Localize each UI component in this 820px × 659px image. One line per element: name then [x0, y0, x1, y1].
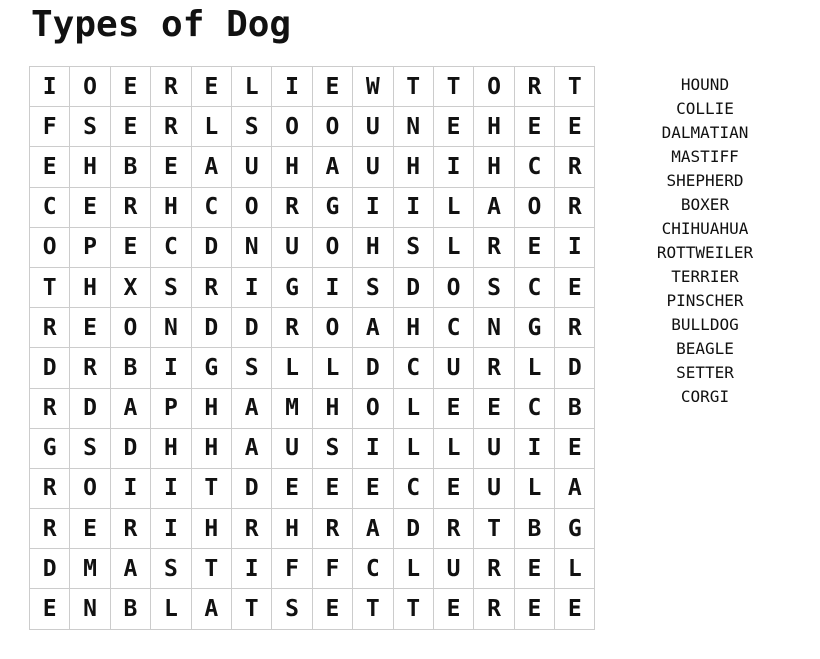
grid-cell[interactable]: D [30, 348, 70, 388]
grid-cell[interactable]: H [151, 428, 191, 468]
grid-cell[interactable]: E [70, 187, 110, 227]
grid-cell[interactable]: L [514, 348, 554, 388]
grid-cell[interactable]: G [30, 428, 70, 468]
grid-cell[interactable]: E [433, 107, 473, 147]
grid-cell[interactable]: O [312, 227, 352, 267]
word-list-item: BOXER [680, 195, 730, 214]
grid-cell[interactable]: R [151, 107, 191, 147]
grid-cell[interactable]: O [70, 468, 110, 508]
grid-cell[interactable]: H [474, 147, 514, 187]
grid-cell[interactable]: D [393, 267, 433, 307]
grid-cell[interactable]: U [433, 348, 473, 388]
grid-cell[interactable]: E [110, 67, 150, 107]
grid-cell[interactable]: F [312, 549, 352, 589]
grid-cell[interactable]: A [191, 589, 231, 629]
grid-row [30, 549, 595, 589]
grid-cell[interactable]: H [312, 388, 352, 428]
grid-cell[interactable]: C [393, 348, 433, 388]
grid-cell[interactable]: R [555, 308, 595, 348]
grid-cell[interactable]: E [514, 549, 554, 589]
grid-cell[interactable]: H [70, 147, 110, 187]
word-list-item: COLLIE [676, 99, 734, 118]
grid-cell[interactable]: E [312, 589, 352, 629]
grid-cell[interactable]: H [191, 388, 231, 428]
grid-cell[interactable]: B [555, 388, 595, 428]
grid-cell[interactable]: C [393, 468, 433, 508]
grid-cell[interactable]: L [393, 428, 433, 468]
grid-cell[interactable]: D [555, 348, 595, 388]
grid-cell[interactable]: E [514, 589, 554, 629]
grid-cell[interactable]: C [151, 227, 191, 267]
grid-cell[interactable]: R [272, 308, 312, 348]
grid-cell[interactable]: O [70, 67, 110, 107]
grid-row [30, 428, 595, 468]
grid-row [30, 388, 595, 428]
grid-cell[interactable]: T [231, 589, 271, 629]
grid-row [30, 187, 595, 227]
grid-cell[interactable]: T [474, 509, 514, 549]
grid-cell[interactable]: R [30, 468, 70, 508]
grid-cell[interactable]: L [231, 67, 271, 107]
grid-cell[interactable]: L [272, 348, 312, 388]
grid-cell[interactable]: U [272, 428, 312, 468]
grid-cell[interactable]: A [312, 147, 352, 187]
grid-cell[interactable]: S [151, 549, 191, 589]
grid-cell[interactable]: T [30, 267, 70, 307]
grid-cell[interactable]: H [151, 187, 191, 227]
grid-cell[interactable]: L [312, 348, 352, 388]
grid-row [30, 67, 595, 107]
grid-cell[interactable]: E [555, 428, 595, 468]
grid-cell[interactable]: O [514, 187, 554, 227]
grid-cell[interactable]: L [433, 227, 473, 267]
grid-cell[interactable]: E [555, 267, 595, 307]
grid-cell[interactable]: C [191, 187, 231, 227]
word-list-item: ROTTWEILER [656, 243, 754, 262]
grid-cell[interactable]: B [110, 348, 150, 388]
grid-cell[interactable]: L [555, 549, 595, 589]
word-list-item: SETTER [676, 363, 734, 382]
grid-row [30, 107, 595, 147]
grid-cell[interactable]: R [272, 187, 312, 227]
grid-cell[interactable]: E [30, 147, 70, 187]
word-list-item: BULLDOG [671, 315, 739, 334]
word-list-item: BEAGLE [676, 339, 734, 358]
grid-cell[interactable]: E [312, 468, 352, 508]
grid-cell[interactable]: C [514, 388, 554, 428]
grid-cell[interactable]: U [474, 428, 514, 468]
grid-cell[interactable]: G [312, 187, 352, 227]
grid-cell[interactable]: L [433, 187, 473, 227]
grid-cell[interactable]: I [353, 428, 393, 468]
grid-cell[interactable]: S [151, 267, 191, 307]
grid-cell[interactable]: H [70, 267, 110, 307]
grid-cell[interactable]: C [353, 549, 393, 589]
grid-cell[interactable]: H [191, 509, 231, 549]
grid-cell[interactable]: H [191, 428, 231, 468]
grid-cell[interactable]: B [514, 509, 554, 549]
grid-cell[interactable]: O [231, 187, 271, 227]
grid-cell[interactable]: R [231, 509, 271, 549]
word-list-item: PINSCHER [666, 291, 744, 310]
grid-cell[interactable]: H [393, 147, 433, 187]
grid-cell[interactable]: P [151, 388, 191, 428]
grid-cell[interactable]: S [393, 227, 433, 267]
grid-cell[interactable]: R [555, 147, 595, 187]
grid-cell[interactable]: M [272, 388, 312, 428]
grid-row [30, 589, 595, 629]
grid-cell[interactable]: T [393, 589, 433, 629]
grid-cell[interactable]: D [30, 549, 70, 589]
grid-cell[interactable]: O [474, 67, 514, 107]
grid-cell[interactable]: I [30, 67, 70, 107]
grid-cell[interactable]: N [474, 308, 514, 348]
grid-cell[interactable]: R [514, 67, 554, 107]
grid-cell[interactable]: H [353, 227, 393, 267]
grid-cell[interactable]: O [353, 388, 393, 428]
grid-cell[interactable]: I [393, 187, 433, 227]
grid-cell[interactable]: E [433, 388, 473, 428]
grid-cell[interactable]: E [433, 468, 473, 508]
grid-cell[interactable]: I [312, 267, 352, 307]
grid-cell[interactable]: T [353, 589, 393, 629]
grid-cell[interactable]: D [110, 428, 150, 468]
grid-cell[interactable]: S [70, 107, 110, 147]
word-list-item: CORGI [680, 387, 730, 406]
grid-cell[interactable]: H [393, 308, 433, 348]
grid-cell[interactable]: R [30, 388, 70, 428]
grid-cell[interactable]: L [433, 428, 473, 468]
grid-cell[interactable]: L [514, 468, 554, 508]
grid-cell[interactable]: I [151, 468, 191, 508]
puzzle-title: Types of Dog [31, 4, 292, 45]
grid-cell[interactable]: T [191, 468, 231, 508]
grid-cell[interactable]: B [110, 147, 150, 187]
grid-cell[interactable]: I [353, 187, 393, 227]
grid-cell[interactable]: D [353, 348, 393, 388]
grid-cell[interactable]: R [110, 509, 150, 549]
grid-cell[interactable]: S [353, 267, 393, 307]
grid-cell[interactable]: L [393, 549, 433, 589]
grid-cell[interactable]: O [312, 107, 352, 147]
grid-cell[interactable]: N [393, 107, 433, 147]
grid-cell[interactable]: A [474, 187, 514, 227]
grid-cell[interactable]: E [514, 227, 554, 267]
grid-cell[interactable]: U [353, 107, 393, 147]
grid-cell[interactable]: E [555, 107, 595, 147]
grid-row [30, 509, 595, 549]
grid-cell[interactable]: M [70, 549, 110, 589]
grid-cell[interactable]: R [474, 348, 514, 388]
word-list-item: TERRIER [671, 267, 739, 286]
grid-cell[interactable]: I [110, 468, 150, 508]
grid-cell[interactable]: O [312, 308, 352, 348]
grid-row [30, 348, 595, 388]
grid-cell[interactable]: E [514, 107, 554, 147]
grid-cell[interactable]: S [474, 267, 514, 307]
grid-cell[interactable]: C [30, 187, 70, 227]
grid-cell[interactable]: P [70, 227, 110, 267]
grid-cell[interactable]: E [433, 589, 473, 629]
grid-cell[interactable]: D [191, 308, 231, 348]
grid-cell[interactable]: E [555, 589, 595, 629]
grid-row [30, 147, 595, 187]
grid-cell[interactable]: D [70, 388, 110, 428]
grid-cell[interactable]: A [231, 428, 271, 468]
grid-cell[interactable]: N [231, 227, 271, 267]
grid-cell[interactable]: O [272, 107, 312, 147]
word-list [645, 73, 765, 409]
grid-cell[interactable]: C [433, 308, 473, 348]
grid-cell[interactable]: U [433, 549, 473, 589]
grid-cell[interactable]: L [151, 589, 191, 629]
word-search-grid [29, 66, 595, 630]
grid-cell[interactable]: A [353, 308, 393, 348]
grid-cell[interactable]: H [474, 107, 514, 147]
grid-cell[interactable]: T [433, 67, 473, 107]
grid-cell[interactable]: C [514, 147, 554, 187]
word-list-item: SHEPHERD [666, 171, 744, 190]
word-list-item: MASTIFF [671, 147, 739, 166]
grid-cell[interactable]: I [514, 428, 554, 468]
grid-cell[interactable]: G [555, 509, 595, 549]
grid-cell[interactable]: R [30, 509, 70, 549]
grid-row [30, 267, 595, 307]
word-list-item: CHIHUAHUA [661, 219, 749, 238]
grid-cell[interactable]: L [393, 388, 433, 428]
grid-cell[interactable]: R [474, 227, 514, 267]
grid-cell[interactable]: G [272, 267, 312, 307]
grid-cell[interactable]: A [110, 549, 150, 589]
grid-cell[interactable]: I [151, 348, 191, 388]
grid-row [30, 308, 595, 348]
grid-cell[interactable]: S [231, 107, 271, 147]
grid-cell[interactable]: R [474, 549, 514, 589]
grid-cell[interactable]: E [110, 227, 150, 267]
grid-row [30, 227, 595, 267]
grid-cell[interactable]: S [231, 348, 271, 388]
grid-cell[interactable]: E [312, 67, 352, 107]
grid-cell[interactable]: O [30, 227, 70, 267]
grid-cell[interactable]: F [30, 107, 70, 147]
grid-cell[interactable]: T [393, 67, 433, 107]
grid-cell[interactable]: I [231, 549, 271, 589]
grid-cell[interactable]: U [231, 147, 271, 187]
grid-cell[interactable]: U [474, 468, 514, 508]
grid-cell[interactable]: G [191, 348, 231, 388]
grid-cell[interactable]: D [231, 468, 271, 508]
grid-cell[interactable]: R [312, 509, 352, 549]
grid-cell[interactable]: R [151, 67, 191, 107]
grid-cell[interactable]: X [110, 267, 150, 307]
grid-cell[interactable]: R [474, 589, 514, 629]
grid-cell[interactable]: G [514, 308, 554, 348]
grid-cell[interactable]: A [353, 509, 393, 549]
word-list-item: DALMATIAN [661, 123, 749, 142]
grid-cell[interactable]: S [70, 428, 110, 468]
grid-cell[interactable]: D [231, 308, 271, 348]
grid-cell[interactable]: E [151, 147, 191, 187]
grid-cell[interactable]: R [433, 509, 473, 549]
grid-cell[interactable]: R [70, 348, 110, 388]
grid-cell[interactable]: I [555, 227, 595, 267]
grid-cell[interactable]: L [191, 107, 231, 147]
grid-cell[interactable]: A [231, 388, 271, 428]
grid-cell[interactable]: T [191, 549, 231, 589]
grid-cell[interactable]: E [70, 308, 110, 348]
grid-cell[interactable]: E [474, 388, 514, 428]
grid-cell[interactable]: D [191, 227, 231, 267]
grid-cell[interactable]: B [110, 589, 150, 629]
grid-cell[interactable]: R [30, 308, 70, 348]
grid-cell[interactable]: S [272, 589, 312, 629]
grid-cell[interactable]: I [272, 67, 312, 107]
grid-cell[interactable]: F [272, 549, 312, 589]
grid-cell[interactable]: O [110, 308, 150, 348]
grid-cell[interactable]: D [393, 509, 433, 549]
grid-cell[interactable]: A [555, 468, 595, 508]
grid-cell[interactable]: I [151, 509, 191, 549]
grid-cell[interactable]: A [191, 147, 231, 187]
word-list-item: HOUND [680, 75, 730, 94]
grid-cell[interactable]: C [514, 267, 554, 307]
grid-cell[interactable]: O [433, 267, 473, 307]
grid-cell[interactable]: E [353, 468, 393, 508]
grid-cell[interactable]: R [555, 187, 595, 227]
grid-cell[interactable]: E [30, 589, 70, 629]
grid-row [30, 468, 595, 508]
grid-cell[interactable]: H [272, 147, 312, 187]
grid-cell[interactable]: A [110, 388, 150, 428]
grid-cell[interactable]: R [191, 267, 231, 307]
grid-cell[interactable]: U [272, 227, 312, 267]
grid-cell[interactable]: H [272, 509, 312, 549]
grid-cell[interactable]: S [312, 428, 352, 468]
grid-cell[interactable]: N [151, 308, 191, 348]
grid-cell[interactable]: I [433, 147, 473, 187]
grid-cell[interactable]: E [191, 67, 231, 107]
grid-cell[interactable]: E [110, 107, 150, 147]
grid-cell[interactable]: W [353, 67, 393, 107]
grid-cell[interactable]: E [272, 468, 312, 508]
grid-cell[interactable]: N [70, 589, 110, 629]
grid-cell[interactable]: U [353, 147, 393, 187]
grid-cell[interactable]: E [70, 509, 110, 549]
grid-cell[interactable]: T [555, 67, 595, 107]
grid-cell[interactable]: I [231, 267, 271, 307]
grid-cell[interactable]: R [110, 187, 150, 227]
